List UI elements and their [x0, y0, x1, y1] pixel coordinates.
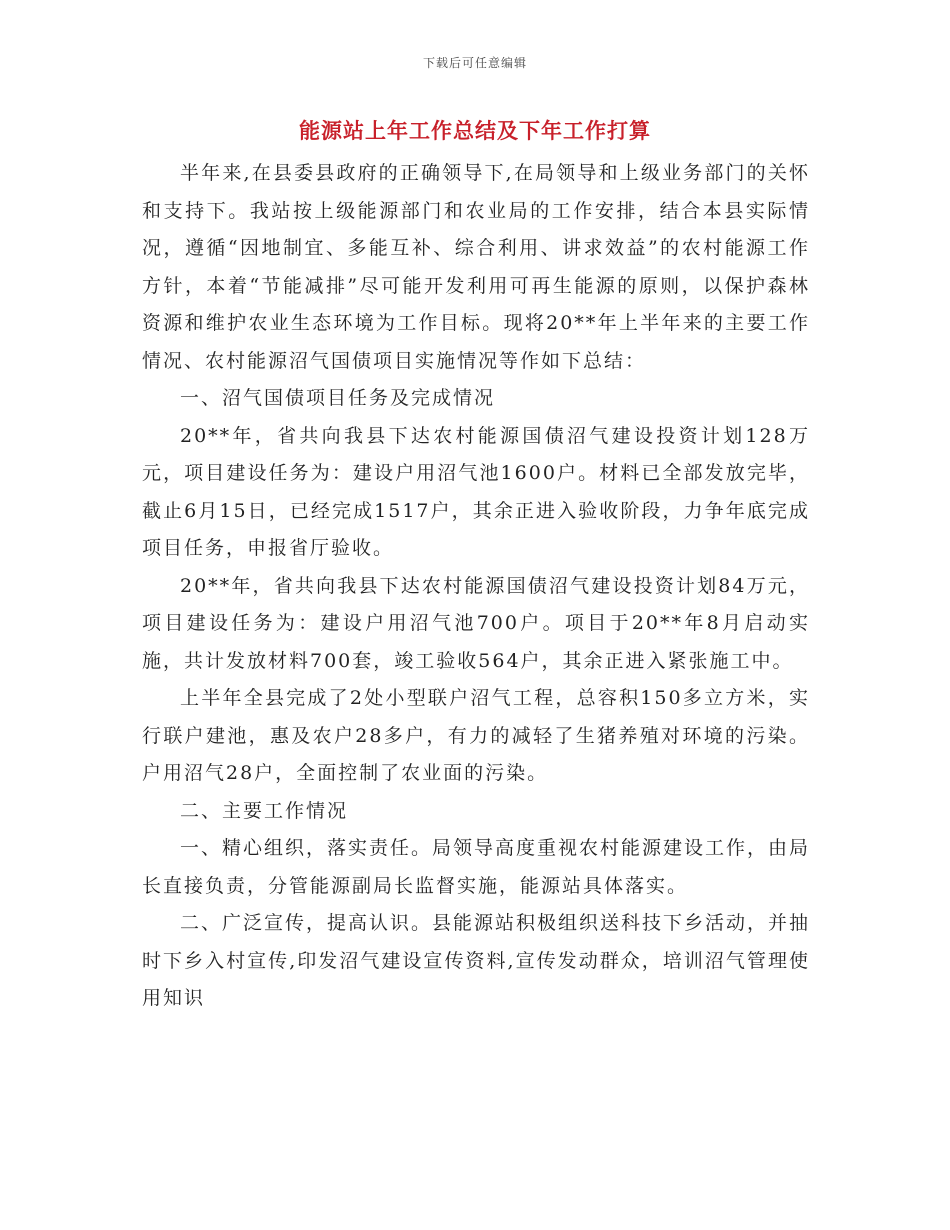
paragraph-project-2: 20**年，省共向我县下达农村能源国债沼气建设投资计划84万元，项目建设任务为：建设户用沼气池700户。项目于20**年8月启动实施，共计发放材料700套，竣工验收564户，其余正进入紧张施工中。	[142, 574, 810, 672]
document-body	[142, 155, 810, 1018]
document-title: 能源站上年工作总结及下年工作打算	[299, 119, 651, 143]
paragraph-organization: 一、精心组织，落实责任。局领导高度重视农村能源建设工作，由局长直接负责，分管能源副局长监督实施，能源站具体落实。	[142, 837, 811, 897]
section-heading-2: 二、主要工作情况	[180, 799, 349, 822]
header-note: 下载后可任意编辑	[422, 56, 527, 70]
paragraph-joint-biogas: 上半年全县完成了2处小型联户沼气工程，总容积150多立方米，实行联户建池，惠及农户28多户，有力的减轻了生猪养殖对环境的污染。户用沼气28户，全面控制了农业面的污染。	[142, 687, 810, 784]
paragraph-intro: 半年来,在县委县政府的正确领导下,在局领导和上级业务部门的关怀和支持下。我站按上级能源部门和农业局的工作安排，结合本县实际情况，遵循“因地制宜、多能互补、综合利用、讲求效益”的农村能源工作方针，本着“节能减排”尽可能开发利用可再生能源的原则，以保护森林资源和维护农业生态环境为工作目标。现将20**年上半年来的主要工作情况、农村能源沼气国债项目实施情况等作如下总结：	[142, 162, 810, 372]
section-heading-1: 一、沼气国债项目任务及完成情况	[180, 387, 496, 409]
paragraph-publicity: 二、广泛宣传，提高认识。县能源站积极组织送科技下乡活动，并抽时下乡入村宣传,印发沼气建设宣传资料,宣传发动群众，培训沼气管理使用知识	[142, 912, 811, 1009]
paragraph-project-1: 20**年，省共向我县下达农村能源国债沼气建设投资计划128万元，项目建设任务为：建设户用沼气池1600户。材料已全部发放完毕，截止6月15日，已经完成1517户，其余正进入验收阶段，力争年底完成项目任务，申报省厅验收。	[142, 424, 810, 559]
